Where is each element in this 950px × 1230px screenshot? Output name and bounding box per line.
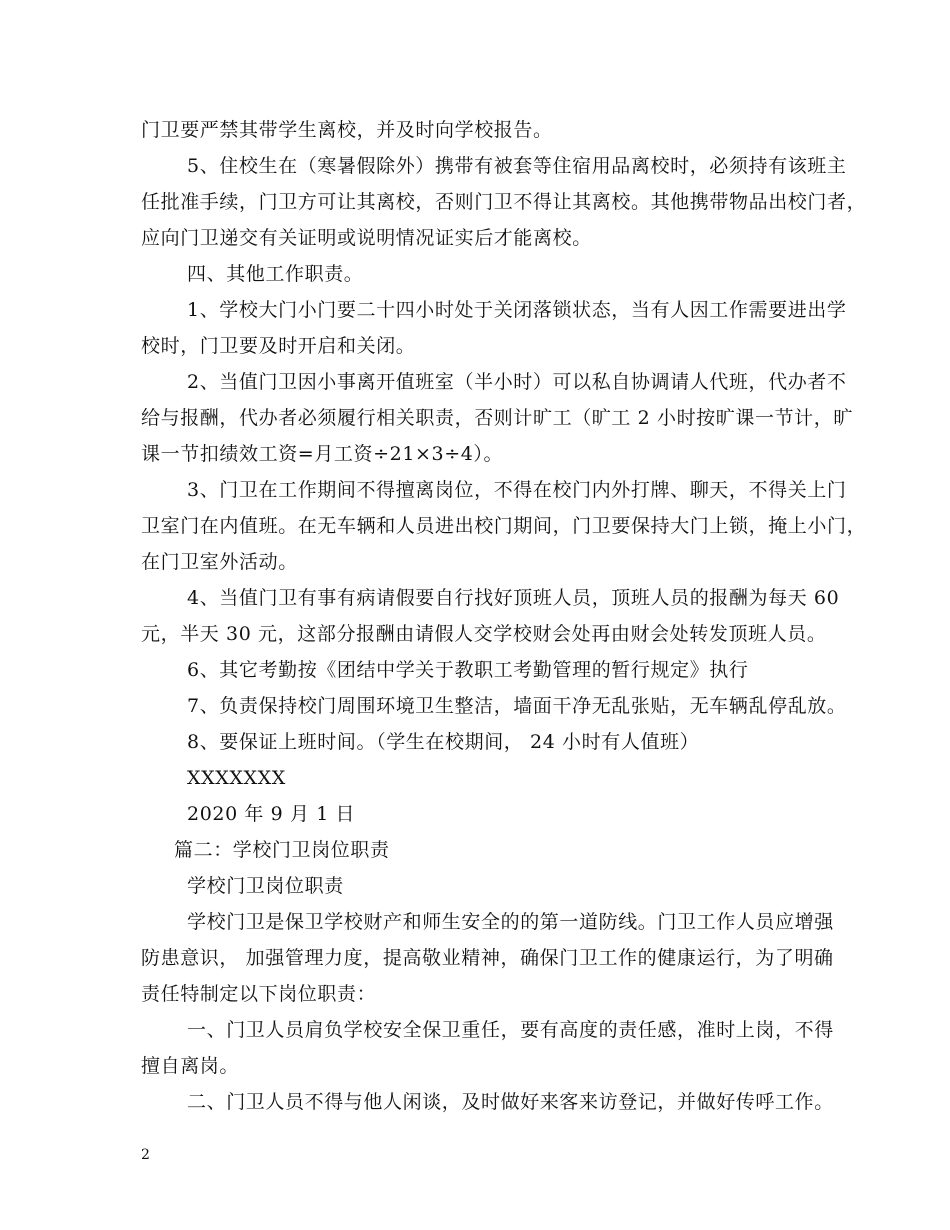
text-line: 二、门卫人员不得与他人闲谈，及时做好来客来访登记，并做好传呼工作。 — [187, 1091, 834, 1113]
text-line: 卫室门在内值班。在无车辆和人员进出校门期间，门卫要保持大门上锁，掩上小门， — [141, 515, 867, 537]
text-line: 责任特制定以下岗位职责： — [141, 983, 377, 1005]
text-line: 校时，门卫要及时开启和关闭。 — [141, 335, 416, 357]
text-line: 5、住校生在（寒暑假除外）携带有被套等住宿用品离校时，必须持有该班主 — [187, 155, 847, 177]
text-line: 2、当值门卫因小事离开值班室（半小时）可以私自协调请人代班，代办者不 — [187, 371, 847, 393]
text-line: 元，半天 30 元，这部分报酬由请假人交学校财会处再由财会处转发顶班人员。 — [141, 623, 827, 645]
text-line: 1、学校大门小门要二十四小时处于关闭落锁状态，当有人因工作需要进出学 — [187, 299, 847, 321]
document-title: 学校门卫岗位职责 — [187, 875, 344, 897]
text-line: 课一节扣绩效工资=月工资÷21×3÷4）。 — [141, 443, 504, 465]
text-line: 4、当值门卫有事有病请假要自行找好顶班人员，顶班人员的报酬为每天 60 — [187, 587, 840, 609]
text-line: 任批准手续，门卫方可让其离校，否则门卫不得让其离校。其他携带物品出校门者， — [141, 191, 867, 213]
text-line: 3、门卫在工作期间不得擅离岗位，不得在校门内外打牌、聊天，不得关上门 — [187, 479, 847, 501]
text-line: 8、要保证上班时间。（学生在校期间， 24 小时有人值班） — [187, 731, 700, 753]
text-line: 应向门卫递交有关证明或说明情况证实后才能离校。 — [141, 227, 592, 249]
date-text: 2020 年 9 月 1 日 — [187, 803, 356, 825]
section-heading: 四、其他工作职责。 — [187, 263, 364, 285]
text-line: 门卫要严禁其带学生离校，并及时向学校报告。 — [141, 119, 553, 141]
text-line: 学校门卫是保卫学校财产和师生安全的的第一道防线。门卫工作人员应增强 — [187, 911, 834, 933]
text-line: 给与报酬，代办者必须履行相关职责，否则计旷工（旷工 2 小时按旷课一节计，旷 — [141, 407, 853, 429]
section-heading: 篇二：学校门卫岗位职责 — [174, 839, 390, 861]
text-line: 在门卫室外活动。 — [141, 551, 298, 573]
text-line: 7、负责保持校门周围环境卫生整洁，墙面干净无乱张贴，无车辆乱停乱放。 — [187, 695, 847, 717]
page-number: 2 — [141, 1147, 150, 1163]
text-line: 6、其它考勤按《团结中学关于教职工考勤管理的暂行规定》执行 — [187, 659, 749, 681]
signature-text: XXXXXXX — [187, 767, 286, 789]
text-line: 一、门卫人员肩负学校安全保卫重任，要有高度的责任感，准时上岗，不得 — [187, 1019, 834, 1041]
text-line: 擅自离岗。 — [141, 1055, 240, 1077]
text-line: 防患意识， 加强管理力度，提高敬业精神，确保门卫工作的健康运行，为了明确 — [141, 947, 834, 969]
